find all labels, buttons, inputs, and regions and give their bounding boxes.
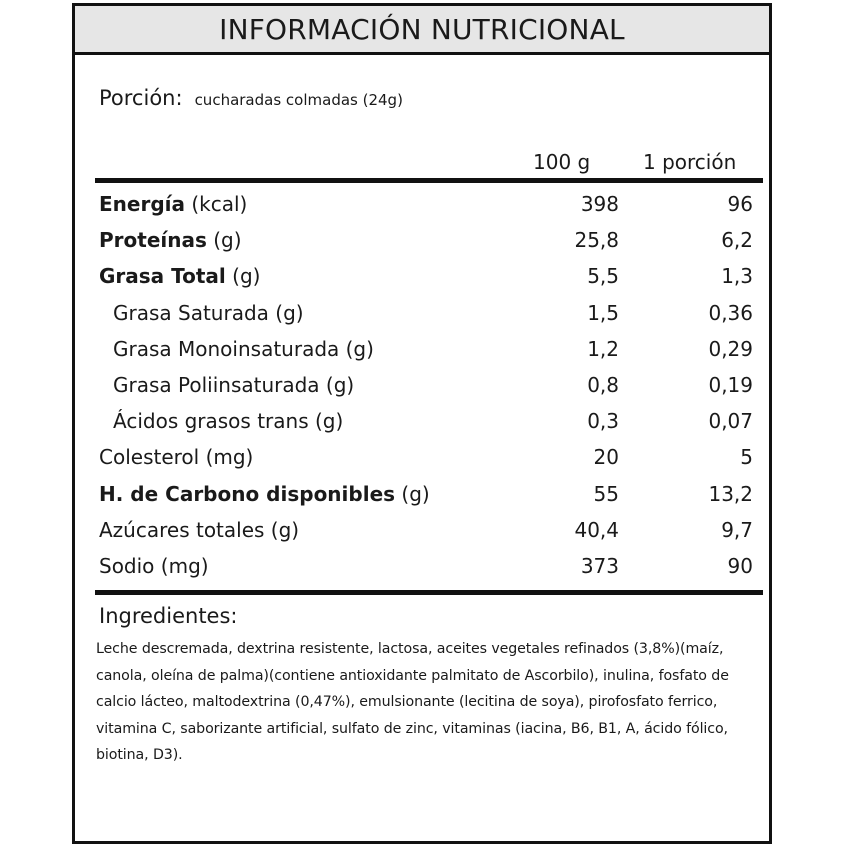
value-per-serving: 5 [740, 445, 753, 470]
serving-label: Porción: [99, 86, 183, 110]
nutrient-row [99, 331, 755, 367]
nutrient-table [99, 186, 755, 584]
nutrient-name-rest: (kcal) [185, 192, 248, 217]
nutrient-name-rest: (g) [225, 264, 261, 289]
nutrient-row [99, 512, 755, 548]
value-per-serving: 0,07 [708, 409, 753, 434]
nutrient-name-bold: Proteínas [99, 228, 207, 253]
nutrient-name [99, 482, 755, 506]
value-per-serving: 0,36 [708, 300, 753, 325]
nutrient-row [99, 476, 755, 512]
nutrient-name [99, 554, 755, 578]
value-per-100g: 398 [580, 192, 619, 217]
value-per-100g: 373 [580, 553, 619, 578]
value-per-100g: 5,5 [587, 264, 619, 289]
value-per-100g: 55 [593, 481, 619, 506]
ingredients-divider [95, 590, 763, 595]
header-divider [95, 178, 763, 183]
value-per-100g: 40,4 [574, 517, 619, 542]
serving-value: cucharadas colmadas (24g) [194, 91, 403, 109]
value-per-serving: 0,29 [708, 336, 753, 361]
nutrient-row [99, 186, 755, 222]
value-per-serving: 96 [727, 192, 753, 217]
nutrient-name-rest: Grasa Poliinsaturada (g) [113, 373, 355, 398]
nutrient-name-rest: Colesterol (mg) [99, 445, 254, 470]
nutrient-name [99, 409, 755, 433]
ingredients-text: Leche descremada, dextrina resistente, lactosa, aceites vegetales refinados (3,8%)(maíz, canola, oleína de palma)(contiene antioxidante palmitato de Ascorbilo), inulina, fosfato de calcio lácteo, maltodextrina (0,47%), emulsionante (lecitina de soya), pirofosfato ferrico, vitamina C, saborizante artificial, sulfato de zinc, vitaminas (iacina, B6, B1, A, ácido fólico, biotina, D3). [96, 641, 729, 764]
nutrient-row [99, 295, 755, 331]
nutrient-row [99, 548, 755, 584]
nutrient-name-rest: Ácidos grasos trans (g) [113, 409, 344, 434]
nutrient-row [99, 258, 755, 294]
value-per-serving: 0,19 [708, 373, 753, 398]
column-header-serving: 1 porción [643, 150, 737, 174]
label-title: INFORMACIÓN NUTRICIONAL [219, 12, 625, 46]
value-per-serving: 9,7 [721, 517, 753, 542]
value-per-serving: 1,3 [721, 264, 753, 289]
nutrient-name-rest: Grasa Saturada (g) [113, 300, 304, 325]
nutrient-name [99, 264, 755, 288]
nutrient-name-rest: (g) [395, 481, 430, 506]
nutrient-name [99, 228, 755, 252]
value-per-100g: 0,3 [587, 409, 619, 434]
value-per-serving: 13,2 [708, 481, 753, 506]
value-per-100g: 0,8 [587, 373, 619, 398]
nutrient-name-rest: (g) [206, 228, 242, 253]
nutrient-row [99, 367, 755, 403]
nutrient-name [99, 301, 755, 325]
nutrient-name-bold: Grasa Total [99, 264, 226, 289]
nutrient-name [99, 337, 755, 361]
value-per-100g: 25,8 [574, 228, 619, 253]
nutrient-name [99, 518, 755, 542]
value-per-serving: 6,2 [721, 228, 753, 253]
ingredients-heading: Ingredientes: [99, 604, 238, 628]
value-per-100g: 1,5 [587, 300, 619, 325]
nutrition-label [72, 3, 772, 844]
column-header-100g: 100 g [533, 150, 591, 174]
serving-size [99, 86, 403, 110]
nutrient-name-rest: Grasa Monoinsaturada (g) [113, 336, 374, 361]
title-bar [75, 6, 769, 55]
nutrient-name-bold: H. de Carbono disponibles [99, 481, 396, 506]
nutrient-row [99, 222, 755, 258]
nutrient-row [99, 403, 755, 439]
nutrient-name-rest: Sodio (mg) [99, 553, 209, 578]
nutrient-name-rest: Azúcares totales (g) [99, 517, 300, 542]
value-per-100g: 1,2 [587, 336, 619, 361]
nutrient-name-bold: Energía [99, 192, 185, 217]
nutrient-name [99, 373, 755, 397]
value-per-100g: 20 [593, 445, 619, 470]
nutrient-name [99, 192, 755, 216]
nutrient-row [99, 439, 755, 475]
nutrient-name [99, 445, 755, 469]
value-per-serving: 90 [727, 553, 753, 578]
